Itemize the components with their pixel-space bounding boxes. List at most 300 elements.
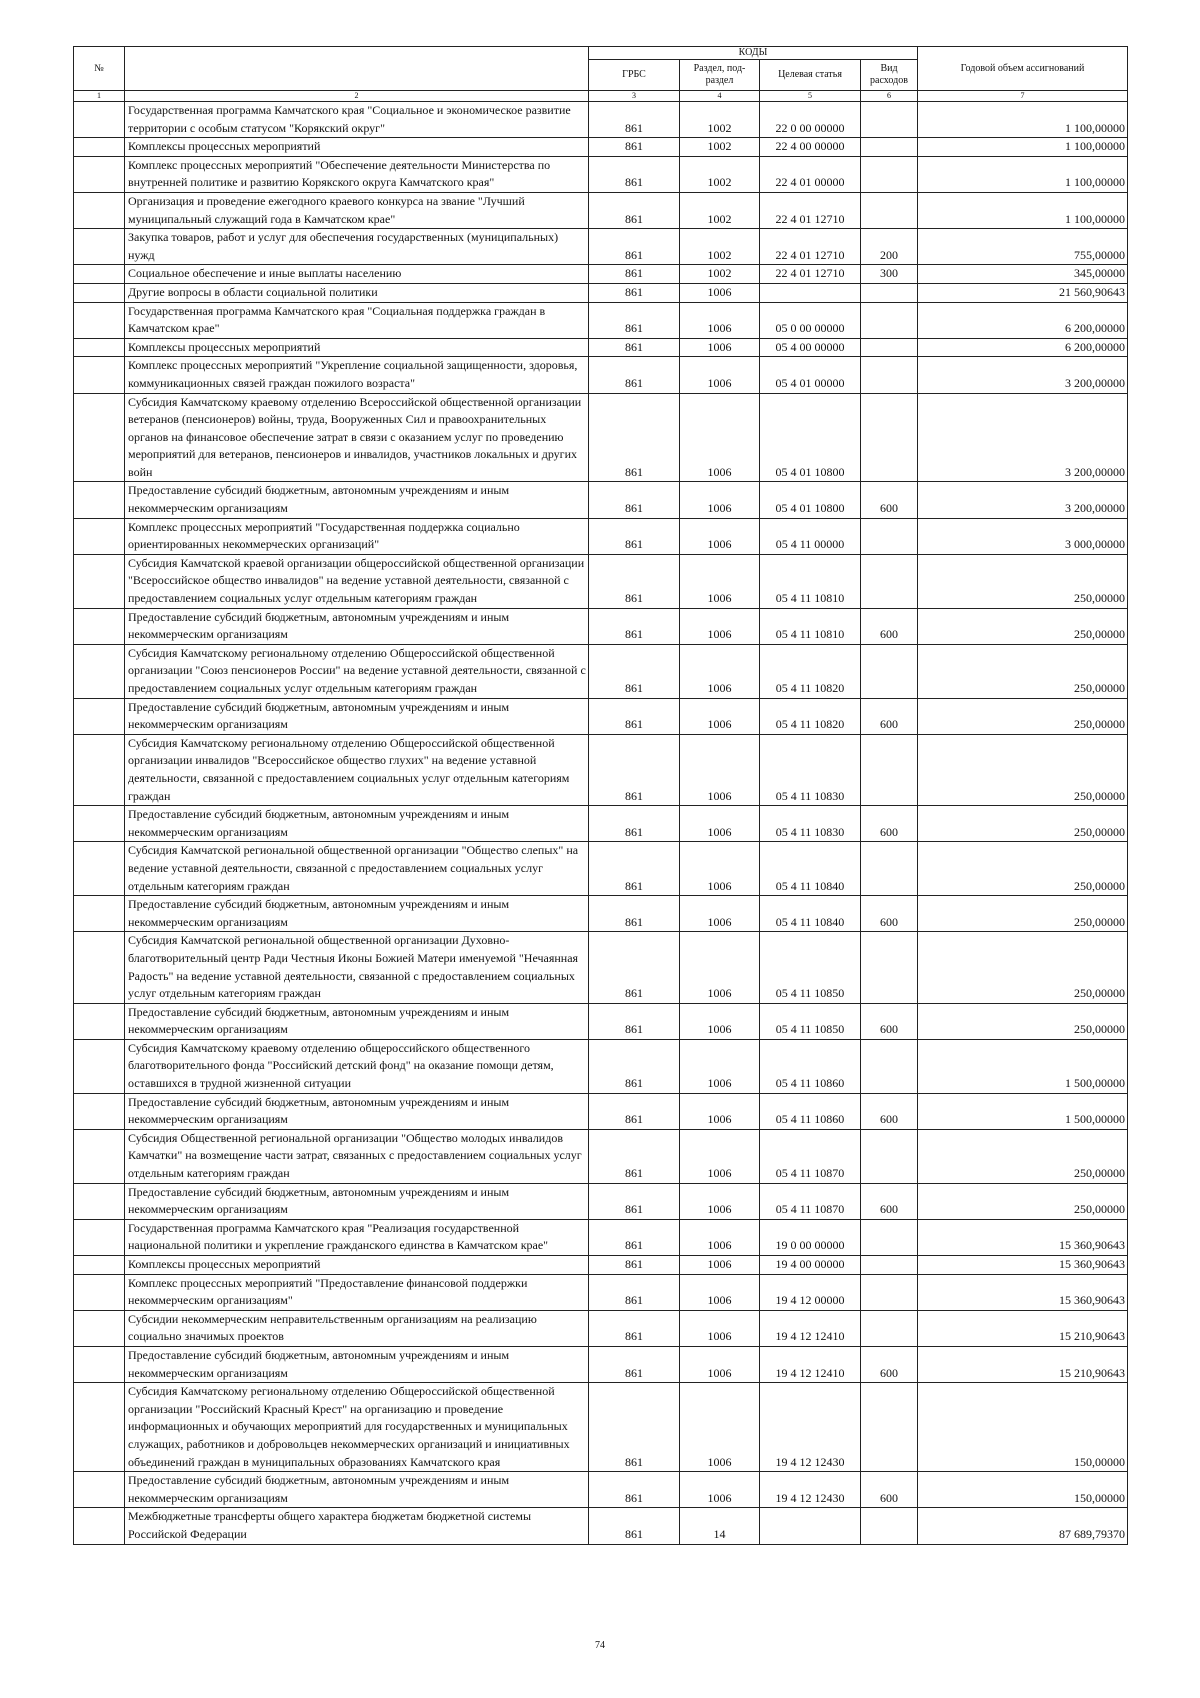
row-number-cell bbox=[74, 1310, 125, 1346]
budget-table bbox=[73, 46, 1128, 1545]
table-row bbox=[74, 302, 1128, 338]
razdel-cell: 1006 bbox=[680, 338, 760, 357]
expense-type-cell: 600 bbox=[861, 1472, 918, 1508]
row-number-cell bbox=[74, 265, 125, 284]
razdel-cell: 1006 bbox=[680, 302, 760, 338]
grbs-cell: 861 bbox=[589, 1346, 680, 1382]
grbs-cell: 861 bbox=[589, 1256, 680, 1275]
amount-cell: 250,00000 bbox=[918, 734, 1128, 805]
grbs-cell: 861 bbox=[589, 192, 680, 228]
row-number-cell bbox=[74, 192, 125, 228]
amount-cell: 250,00000 bbox=[918, 1003, 1128, 1039]
name-cell: Государственная программа Камчатского края "Реализация государственной национальной политики и укрепление гражданского единства в Камчатском крае" bbox=[125, 1219, 589, 1255]
table-row bbox=[74, 608, 1128, 644]
name-cell: Субсидия Камчатскому региональному отделению Общероссийской общественной организации "Союз пенсионеров России" на ведение уставной деятельности, связанной с предоставлением социальных услуг отдельным категориям граждан bbox=[125, 644, 589, 698]
razdel-cell: 1006 bbox=[680, 1039, 760, 1093]
target-article-cell: 19 4 12 12430 bbox=[760, 1383, 861, 1472]
name-cell: Межбюджетные трансферты общего характера бюджетам бюджетной системы Российской Федерации bbox=[125, 1508, 589, 1544]
amount-cell: 1 100,00000 bbox=[918, 192, 1128, 228]
expense-type-cell bbox=[861, 192, 918, 228]
row-number-cell bbox=[74, 138, 125, 157]
row-number-cell bbox=[74, 518, 125, 554]
amount-cell: 15 210,90643 bbox=[918, 1346, 1128, 1382]
expense-type-cell bbox=[861, 138, 918, 157]
grbs-cell: 861 bbox=[589, 265, 680, 284]
row-number-cell bbox=[74, 896, 125, 932]
grbs-cell: 861 bbox=[589, 734, 680, 805]
row-number-cell bbox=[74, 1472, 125, 1508]
razdel-cell: 1002 bbox=[680, 229, 760, 265]
header-grbs: ГРБС bbox=[589, 60, 680, 91]
table-row bbox=[74, 1093, 1128, 1129]
name-cell: Предоставление субсидий бюджетным, автономным учреждениям и иным некоммерческим организациям bbox=[125, 1472, 589, 1508]
row-number-cell bbox=[74, 302, 125, 338]
razdel-cell: 1006 bbox=[680, 698, 760, 734]
name-cell: Предоставление субсидий бюджетным, автономным учреждениям и иным некоммерческим организациям bbox=[125, 1003, 589, 1039]
name-cell: Комплекс процессных мероприятий "Укрепление социальной защищенности, здоровья, коммуникационных связей граждан пожилого возраста" bbox=[125, 357, 589, 393]
table-row bbox=[74, 1310, 1128, 1346]
razdel-cell: 1006 bbox=[680, 1129, 760, 1183]
amount-cell: 250,00000 bbox=[918, 644, 1128, 698]
grbs-cell: 861 bbox=[589, 842, 680, 896]
expense-type-cell bbox=[861, 1383, 918, 1472]
expense-type-cell bbox=[861, 302, 918, 338]
name-cell: Социальное обеспечение и иные выплаты населению bbox=[125, 265, 589, 284]
amount-cell: 250,00000 bbox=[918, 608, 1128, 644]
name-cell: Предоставление субсидий бюджетным, автономным учреждениям и иным некоммерческим организациям bbox=[125, 482, 589, 518]
grbs-cell: 861 bbox=[589, 806, 680, 842]
table-row bbox=[74, 1039, 1128, 1093]
razdel-cell: 1006 bbox=[680, 644, 760, 698]
amount-cell: 15 210,90643 bbox=[918, 1310, 1128, 1346]
razdel-cell: 1006 bbox=[680, 896, 760, 932]
target-article-cell: 19 4 12 12430 bbox=[760, 1472, 861, 1508]
grbs-cell: 861 bbox=[589, 608, 680, 644]
header-annual: Годовой объем ассигнований bbox=[918, 47, 1128, 91]
target-article-cell: 22 4 01 12710 bbox=[760, 229, 861, 265]
grbs-cell: 861 bbox=[589, 1310, 680, 1346]
row-number-cell bbox=[74, 1256, 125, 1275]
row-number-cell bbox=[74, 1003, 125, 1039]
row-number-cell bbox=[74, 1219, 125, 1255]
expense-type-cell bbox=[861, 1129, 918, 1183]
target-article-cell: 19 4 12 00000 bbox=[760, 1274, 861, 1310]
razdel-cell: 1006 bbox=[680, 932, 760, 1003]
table-row bbox=[74, 1183, 1128, 1219]
expense-type-cell bbox=[861, 156, 918, 192]
table-row bbox=[74, 734, 1128, 805]
name-cell: Предоставление субсидий бюджетным, автономным учреждениям и иным некоммерческим организациям bbox=[125, 608, 589, 644]
target-article-cell: 05 4 01 00000 bbox=[760, 357, 861, 393]
target-article-cell: 05 4 11 10850 bbox=[760, 1003, 861, 1039]
expense-type-cell: 600 bbox=[861, 1183, 918, 1219]
expense-type-cell bbox=[861, 1219, 918, 1255]
target-article-cell: 22 0 00 00000 bbox=[760, 102, 861, 138]
table-row bbox=[74, 644, 1128, 698]
razdel-cell: 1006 bbox=[680, 1183, 760, 1219]
table-row bbox=[74, 102, 1128, 138]
row-number-cell bbox=[74, 1346, 125, 1382]
amount-cell: 250,00000 bbox=[918, 698, 1128, 734]
target-article-cell: 05 4 11 10820 bbox=[760, 644, 861, 698]
razdel-cell: 1006 bbox=[680, 1219, 760, 1255]
grbs-cell: 861 bbox=[589, 1003, 680, 1039]
row-number-cell bbox=[74, 1383, 125, 1472]
row-number-cell bbox=[74, 482, 125, 518]
grbs-cell: 861 bbox=[589, 482, 680, 518]
page-number: 74 bbox=[595, 1640, 605, 1651]
target-article-cell: 05 4 00 00000 bbox=[760, 338, 861, 357]
razdel-cell: 1006 bbox=[680, 1472, 760, 1508]
row-number-cell bbox=[74, 806, 125, 842]
table-row bbox=[74, 338, 1128, 357]
table-row bbox=[74, 265, 1128, 284]
amount-cell: 250,00000 bbox=[918, 1129, 1128, 1183]
row-number-cell bbox=[74, 608, 125, 644]
amount-cell: 150,00000 bbox=[918, 1472, 1128, 1508]
expense-type-cell bbox=[861, 932, 918, 1003]
expense-type-cell bbox=[861, 1508, 918, 1544]
row-number-cell bbox=[74, 734, 125, 805]
name-cell: Государственная программа Камчатского края "Социальная поддержка граждан в Камчатском крае" bbox=[125, 302, 589, 338]
amount-cell: 250,00000 bbox=[918, 842, 1128, 896]
razdel-cell: 1002 bbox=[680, 156, 760, 192]
expense-type-cell bbox=[861, 1256, 918, 1275]
header-column-numbers bbox=[74, 91, 1128, 102]
target-article-cell: 05 0 00 00000 bbox=[760, 302, 861, 338]
grbs-cell: 861 bbox=[589, 1219, 680, 1255]
target-article-cell bbox=[760, 283, 861, 302]
name-cell: Предоставление субсидий бюджетным, автономным учреждениям и иным некоммерческим организациям bbox=[125, 1346, 589, 1382]
razdel-cell: 1006 bbox=[680, 1310, 760, 1346]
row-number-cell bbox=[74, 393, 125, 482]
expense-type-cell: 600 bbox=[861, 698, 918, 734]
row-number-cell bbox=[74, 1093, 125, 1129]
col-number: 5 bbox=[760, 91, 861, 102]
razdel-cell: 1006 bbox=[680, 806, 760, 842]
grbs-cell: 861 bbox=[589, 1129, 680, 1183]
name-cell: Предоставление субсидий бюджетным, автономным учреждениям и иным некоммерческим организациям bbox=[125, 698, 589, 734]
row-number-cell bbox=[74, 102, 125, 138]
header-codes: КОДЫ bbox=[589, 47, 918, 60]
target-article-cell: 19 0 00 00000 bbox=[760, 1219, 861, 1255]
table-row bbox=[74, 1383, 1128, 1472]
razdel-cell: 1006 bbox=[680, 393, 760, 482]
table-row bbox=[74, 138, 1128, 157]
amount-cell: 15 360,90643 bbox=[918, 1256, 1128, 1275]
name-cell: Комплекс процессных мероприятий "Обеспечение деятельности Министерства по внутренней политике и развитию Корякского округа Камчатского края" bbox=[125, 156, 589, 192]
target-article-cell: 05 4 11 10840 bbox=[760, 896, 861, 932]
name-cell: Комплексы процессных мероприятий bbox=[125, 338, 589, 357]
expense-type-cell bbox=[861, 393, 918, 482]
amount-cell: 15 360,90643 bbox=[918, 1219, 1128, 1255]
target-article-cell: 05 4 11 00000 bbox=[760, 518, 861, 554]
amount-cell: 21 560,90643 bbox=[918, 283, 1128, 302]
razdel-cell: 1006 bbox=[680, 482, 760, 518]
target-article-cell: 05 4 11 10860 bbox=[760, 1093, 861, 1129]
grbs-cell: 861 bbox=[589, 102, 680, 138]
name-cell: Организация и проведение ежегодного краевого конкурса на звание "Лучший муниципальный служащий года в Камчатском крае" bbox=[125, 192, 589, 228]
name-cell: Комплексы процессных мероприятий bbox=[125, 138, 589, 157]
razdel-cell: 1006 bbox=[680, 1093, 760, 1129]
target-article-cell: 22 4 01 12710 bbox=[760, 265, 861, 284]
grbs-cell: 861 bbox=[589, 1183, 680, 1219]
grbs-cell: 861 bbox=[589, 932, 680, 1003]
expense-type-cell bbox=[861, 357, 918, 393]
row-number-cell bbox=[74, 932, 125, 1003]
target-article-cell: 05 4 11 10810 bbox=[760, 554, 861, 608]
expense-type-cell: 600 bbox=[861, 608, 918, 644]
name-cell: Комплексы процессных мероприятий bbox=[125, 1256, 589, 1275]
target-article-cell: 05 4 11 10840 bbox=[760, 842, 861, 896]
table-row bbox=[74, 1274, 1128, 1310]
table-row bbox=[74, 518, 1128, 554]
razdel-cell: 1006 bbox=[680, 1383, 760, 1472]
name-cell: Закупка товаров, работ и услуг для обеспечения государственных (муниципальных) нужд bbox=[125, 229, 589, 265]
grbs-cell: 861 bbox=[589, 393, 680, 482]
table-row bbox=[74, 896, 1128, 932]
expense-type-cell bbox=[861, 1039, 918, 1093]
target-article-cell: 19 4 00 00000 bbox=[760, 1256, 861, 1275]
table-row bbox=[74, 1219, 1128, 1255]
razdel-cell: 1002 bbox=[680, 102, 760, 138]
table-row bbox=[74, 192, 1128, 228]
table-row bbox=[74, 229, 1128, 265]
grbs-cell: 861 bbox=[589, 1093, 680, 1129]
grbs-cell: 861 bbox=[589, 138, 680, 157]
table-row bbox=[74, 698, 1128, 734]
expense-type-cell bbox=[861, 338, 918, 357]
header-name bbox=[125, 47, 589, 91]
name-cell: Субсидия Камчатскому краевому отделению Всероссийской общественной организации ветеранов (пенсионеров) войны, труда, Вооруженных Сил и правоохранительных органов на финансовое обеспечение затрат в связи с оказанием услуг по проведению мероприятий для ветеранов, пенсионеров и инвалидов, участников локальных и других войн bbox=[125, 393, 589, 482]
col-number: 1 bbox=[74, 91, 125, 102]
name-cell: Комплекс процессных мероприятий "Государственная поддержка социально ориентированных некоммерческих организаций" bbox=[125, 518, 589, 554]
expense-type-cell bbox=[861, 102, 918, 138]
razdel-cell: 1002 bbox=[680, 138, 760, 157]
amount-cell: 15 360,90643 bbox=[918, 1274, 1128, 1310]
name-cell: Субсидия Камчатской краевой организации общероссийской общественной организации "Всероссийское общество инвалидов" на ведение уставной деятельности, связанной с предоставлением социальных услуг отдельным категориям граждан bbox=[125, 554, 589, 608]
table-row bbox=[74, 156, 1128, 192]
target-article-cell: 22 4 01 00000 bbox=[760, 156, 861, 192]
target-article-cell: 05 4 11 10810 bbox=[760, 608, 861, 644]
razdel-cell: 1006 bbox=[680, 554, 760, 608]
target-article-cell: 05 4 11 10820 bbox=[760, 698, 861, 734]
target-article-cell: 05 4 01 10800 bbox=[760, 393, 861, 482]
expense-type-cell: 600 bbox=[861, 1003, 918, 1039]
name-cell: Предоставление субсидий бюджетным, автономным учреждениям и иным некоммерческим организациям bbox=[125, 896, 589, 932]
table-row bbox=[74, 1346, 1128, 1382]
target-article-cell: 05 4 11 10830 bbox=[760, 806, 861, 842]
grbs-cell: 861 bbox=[589, 1383, 680, 1472]
col-number: 2 bbox=[125, 91, 589, 102]
razdel-cell: 1006 bbox=[680, 734, 760, 805]
amount-cell: 250,00000 bbox=[918, 554, 1128, 608]
target-article-cell: 05 4 11 10870 bbox=[760, 1183, 861, 1219]
header-razdel: Раздел, под-раздел bbox=[680, 60, 760, 91]
amount-cell: 87 689,79370 bbox=[918, 1508, 1128, 1544]
expense-type-cell bbox=[861, 518, 918, 554]
target-article-cell: 22 4 01 12710 bbox=[760, 192, 861, 228]
header-tselevaya: Целевая статья bbox=[760, 60, 861, 91]
expense-type-cell bbox=[861, 842, 918, 896]
name-cell: Субсидия Камчатской региональной общественной организации "Общество слепых" на ведение уставной деятельности, связанной с предоставлением социальных услуг отдельным категориям граждан bbox=[125, 842, 589, 896]
table-row bbox=[74, 1003, 1128, 1039]
col-number: 7 bbox=[918, 91, 1128, 102]
expense-type-cell bbox=[861, 734, 918, 805]
row-number-cell bbox=[74, 1039, 125, 1093]
row-number-cell bbox=[74, 554, 125, 608]
expense-type-cell bbox=[861, 1310, 918, 1346]
row-number-cell bbox=[74, 1274, 125, 1310]
name-cell: Субсидия Камчатскому региональному отделению Общероссийской общественной организации "Российский Красный Крест" на организацию и проведение информационных и обучающих мероприятий для государственных и муниципальных служащих, работников и добровольцев некоммерческих организаций и инициативных объединений граждан в муниципальных образованиях Камчатского края bbox=[125, 1383, 589, 1472]
amount-cell: 345,00000 bbox=[918, 265, 1128, 284]
row-number-cell bbox=[74, 1183, 125, 1219]
razdel-cell: 1006 bbox=[680, 1256, 760, 1275]
grbs-cell: 861 bbox=[589, 357, 680, 393]
razdel-cell: 1002 bbox=[680, 265, 760, 284]
table-row bbox=[74, 283, 1128, 302]
razdel-cell: 1006 bbox=[680, 1003, 760, 1039]
name-cell: Субсидии некоммерческим неправительственным организациям на реализацию социально значимых проектов bbox=[125, 1310, 589, 1346]
grbs-cell: 861 bbox=[589, 338, 680, 357]
name-cell: Предоставление субсидий бюджетным, автономным учреждениям и иным некоммерческим организациям bbox=[125, 1183, 589, 1219]
table-row bbox=[74, 357, 1128, 393]
amount-cell: 3 200,00000 bbox=[918, 393, 1128, 482]
grbs-cell: 861 bbox=[589, 896, 680, 932]
name-cell: Государственная программа Камчатского края "Социальное и экономическое развитие территории с особым статусом "Корякский округ" bbox=[125, 102, 589, 138]
table-row bbox=[74, 842, 1128, 896]
amount-cell: 3 000,00000 bbox=[918, 518, 1128, 554]
target-article-cell: 22 4 00 00000 bbox=[760, 138, 861, 157]
razdel-cell: 1006 bbox=[680, 357, 760, 393]
table-header bbox=[74, 47, 1128, 102]
amount-cell: 250,00000 bbox=[918, 932, 1128, 1003]
amount-cell: 250,00000 bbox=[918, 1183, 1128, 1219]
row-number-cell bbox=[74, 842, 125, 896]
name-cell: Комплекс процессных мероприятий "Предоставление финансовой поддержки некоммерческим организациям" bbox=[125, 1274, 589, 1310]
row-number-cell bbox=[74, 357, 125, 393]
target-article-cell: 05 4 11 10870 bbox=[760, 1129, 861, 1183]
target-article-cell: 19 4 12 12410 bbox=[760, 1310, 861, 1346]
expense-type-cell: 600 bbox=[861, 896, 918, 932]
name-cell: Другие вопросы в области социальной политики bbox=[125, 283, 589, 302]
grbs-cell: 861 bbox=[589, 229, 680, 265]
amount-cell: 1 500,00000 bbox=[918, 1093, 1128, 1129]
amount-cell: 6 200,00000 bbox=[918, 338, 1128, 357]
budget-table-sheet bbox=[73, 46, 1127, 1545]
row-number-cell bbox=[74, 698, 125, 734]
name-cell: Субсидия Камчатской региональной общественной организации Духовно-благотворительный центр Ради Честныя Иконы Божией Матери именуемой "Нечаянная Радость" на ведение уставной деятельности, связанной с предоставлением социальных услуг отдельным категориям граждан bbox=[125, 932, 589, 1003]
name-cell: Субсидия Камчатскому краевому отделению общероссийского общественного благотворительного фонда "Российский детский фонд" на оказание помощи детям, оставшихся в трудной жизненной ситуации bbox=[125, 1039, 589, 1093]
target-article-cell: 05 4 11 10850 bbox=[760, 932, 861, 1003]
grbs-cell: 861 bbox=[589, 554, 680, 608]
grbs-cell: 861 bbox=[589, 644, 680, 698]
target-article-cell bbox=[760, 1508, 861, 1544]
razdel-cell: 1006 bbox=[680, 1274, 760, 1310]
expense-type-cell bbox=[861, 554, 918, 608]
row-number-cell bbox=[74, 229, 125, 265]
header-vid: Вид расходов bbox=[861, 60, 918, 91]
amount-cell: 1 500,00000 bbox=[918, 1039, 1128, 1093]
table-row bbox=[74, 482, 1128, 518]
col-number: 6 bbox=[861, 91, 918, 102]
razdel-cell: 1006 bbox=[680, 608, 760, 644]
grbs-cell: 861 bbox=[589, 1472, 680, 1508]
razdel-cell: 1006 bbox=[680, 1346, 760, 1382]
grbs-cell: 861 bbox=[589, 1274, 680, 1310]
target-article-cell: 05 4 01 10800 bbox=[760, 482, 861, 518]
expense-type-cell bbox=[861, 644, 918, 698]
grbs-cell: 861 bbox=[589, 283, 680, 302]
amount-cell: 3 200,00000 bbox=[918, 482, 1128, 518]
amount-cell: 755,00000 bbox=[918, 229, 1128, 265]
razdel-cell: 14 bbox=[680, 1508, 760, 1544]
expense-type-cell: 600 bbox=[861, 1093, 918, 1129]
razdel-cell: 1006 bbox=[680, 842, 760, 896]
amount-cell: 150,00000 bbox=[918, 1383, 1128, 1472]
amount-cell: 250,00000 bbox=[918, 806, 1128, 842]
expense-type-cell: 300 bbox=[861, 265, 918, 284]
table-row bbox=[74, 932, 1128, 1003]
amount-cell: 250,00000 bbox=[918, 896, 1128, 932]
expense-type-cell: 600 bbox=[861, 806, 918, 842]
table-body bbox=[74, 102, 1128, 1545]
grbs-cell: 861 bbox=[589, 156, 680, 192]
expense-type-cell: 600 bbox=[861, 1346, 918, 1382]
expense-type-cell: 200 bbox=[861, 229, 918, 265]
name-cell: Предоставление субсидий бюджетным, автономным учреждениям и иным некоммерческим организациям bbox=[125, 806, 589, 842]
amount-cell: 1 100,00000 bbox=[918, 102, 1128, 138]
razdel-cell: 1006 bbox=[680, 283, 760, 302]
row-number-cell bbox=[74, 283, 125, 302]
expense-type-cell: 600 bbox=[861, 482, 918, 518]
amount-cell: 1 100,00000 bbox=[918, 138, 1128, 157]
name-cell: Предоставление субсидий бюджетным, автономным учреждениям и иным некоммерческим организациям bbox=[125, 1093, 589, 1129]
razdel-cell: 1002 bbox=[680, 192, 760, 228]
amount-cell: 1 100,00000 bbox=[918, 156, 1128, 192]
name-cell: Субсидия Камчатскому региональному отделению Общероссийской общественной организации инвалидов "Всероссийское общество глухих" на ведение уставной деятельности, связанной с предоставлением социальных услуг отдельным категориям граждан bbox=[125, 734, 589, 805]
target-article-cell: 19 4 12 12410 bbox=[760, 1346, 861, 1382]
grbs-cell: 861 bbox=[589, 518, 680, 554]
row-number-cell bbox=[74, 1508, 125, 1544]
col-number: 4 bbox=[680, 91, 760, 102]
table-row bbox=[74, 806, 1128, 842]
grbs-cell: 861 bbox=[589, 302, 680, 338]
table-row bbox=[74, 554, 1128, 608]
table-row bbox=[74, 1508, 1128, 1544]
table-row bbox=[74, 1129, 1128, 1183]
expense-type-cell bbox=[861, 283, 918, 302]
expense-type-cell bbox=[861, 1274, 918, 1310]
col-number: 3 bbox=[589, 91, 680, 102]
amount-cell: 3 200,00000 bbox=[918, 357, 1128, 393]
grbs-cell: 861 bbox=[589, 698, 680, 734]
table-row bbox=[74, 1256, 1128, 1275]
row-number-cell bbox=[74, 644, 125, 698]
table-row bbox=[74, 393, 1128, 482]
table-row bbox=[74, 1472, 1128, 1508]
row-number-cell bbox=[74, 338, 125, 357]
grbs-cell: 861 bbox=[589, 1039, 680, 1093]
target-article-cell: 05 4 11 10830 bbox=[760, 734, 861, 805]
name-cell: Субсидия Общественной региональной организации "Общество молодых инвалидов Камчатки" на возмещение части затрат, связанных с предоставлением социальных услуг отдельным категориям граждан bbox=[125, 1129, 589, 1183]
amount-cell: 6 200,00000 bbox=[918, 302, 1128, 338]
header-num: № bbox=[74, 47, 125, 91]
grbs-cell: 861 bbox=[589, 1508, 680, 1544]
row-number-cell bbox=[74, 1129, 125, 1183]
razdel-cell: 1006 bbox=[680, 518, 760, 554]
row-number-cell bbox=[74, 156, 125, 192]
